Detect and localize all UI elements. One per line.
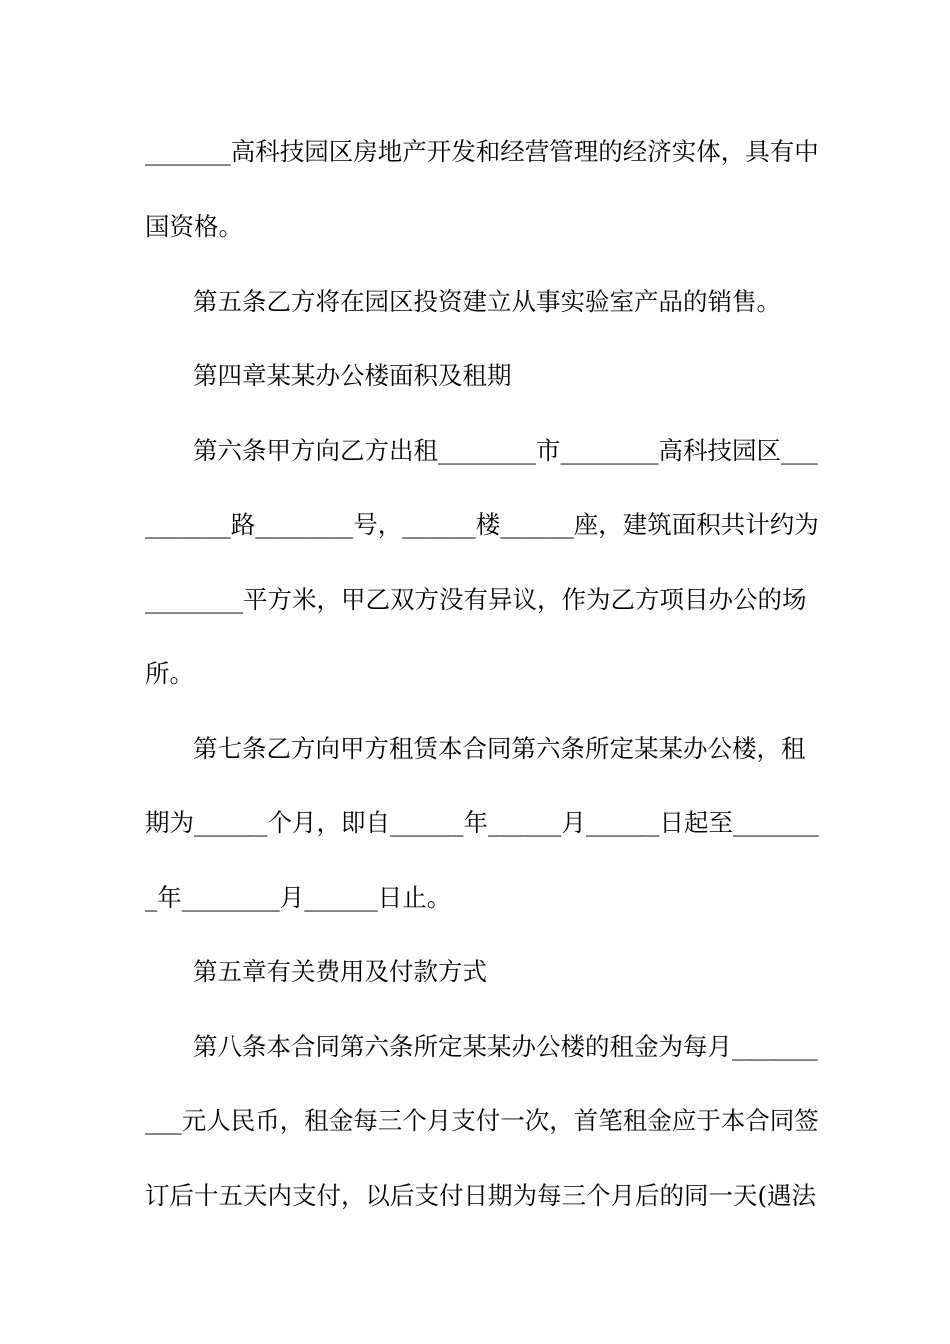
paragraph-article-6: 第六条甲方向乙方出租________市________高科技园区___ (193, 436, 818, 465)
text-line: ___元人民币，租金每三个月支付一次，首笔租金应于本合同签 (145, 1106, 819, 1135)
text-line: _______高科技园区房地产开发和经营管理的经济实体，具有中 (145, 137, 819, 166)
text-line: 国资格。 (145, 212, 243, 241)
text-line: _年________月______日止。 (145, 883, 452, 912)
text-line: 期为______个月，即自______年______月______日起至_______ (145, 808, 819, 837)
text-line: _______路________号，______楼______座，建筑面积共计约为 (145, 510, 819, 539)
chapter-heading: 第五章有关费用及付款方式 (193, 957, 487, 986)
paragraph-article-5: 第五条乙方将在园区投资建立从事实验室产品的销售。 (193, 287, 781, 316)
text-line: 订后十五天内支付，以后支付日期为每三个月后的同一天(遇法 (145, 1181, 817, 1210)
chapter-heading: 第四章某某办公楼面积及租期 (193, 361, 512, 390)
text-line: 所。 (145, 659, 194, 688)
text-line: ________平方米，甲乙双方没有异议，作为乙方项目办公的场 (145, 585, 807, 614)
paragraph-article-8: 第八条本合同第六条所定某某办公楼的租金为每月_______ (193, 1032, 818, 1061)
paragraph-article-7: 第七条乙方向甲方租赁本合同第六条所定某某办公楼，租 (193, 734, 806, 763)
